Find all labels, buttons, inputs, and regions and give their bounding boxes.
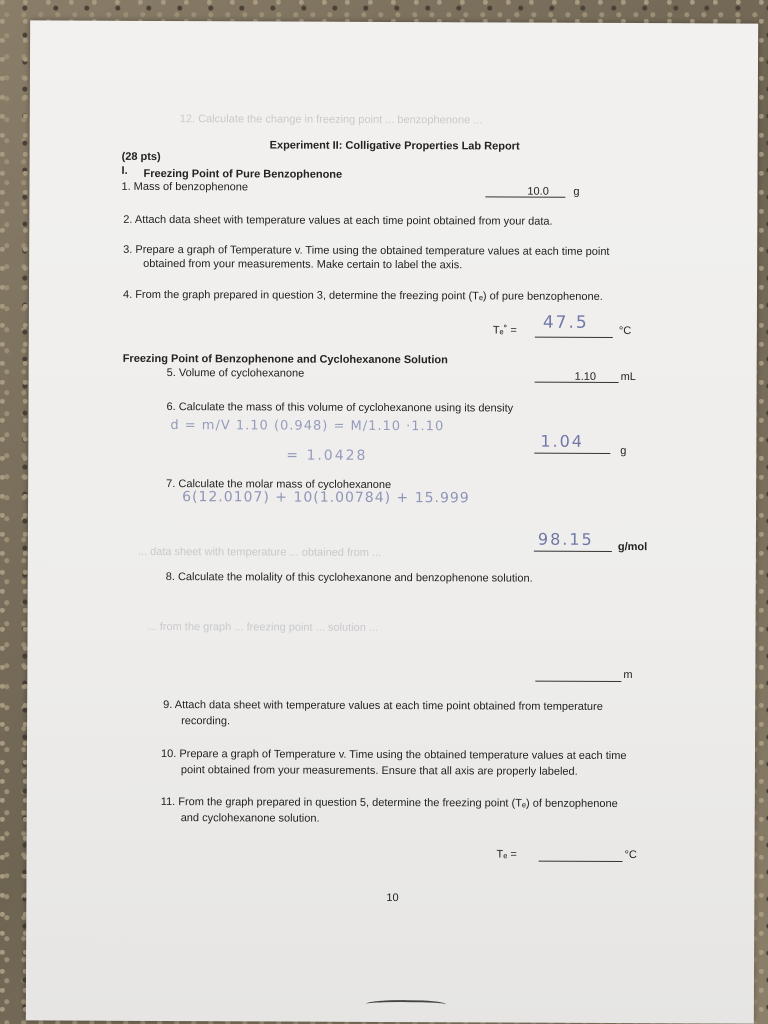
- q5-text: 5. Volume of cyclohexanone: [166, 367, 305, 380]
- q8-text: 8. Calculate the molality of this cyclohexanone and benzophenone solution.: [165, 571, 533, 585]
- bleed-through-3: ... from the graph ... freezing point ... solution ...: [147, 620, 379, 634]
- q3-line2: obtained from your measurements. Make certain to label the axis.: [143, 257, 463, 272]
- q1-answer: 10.0: [527, 185, 549, 198]
- q7-answer: 98.15: [537, 529, 594, 549]
- q7-text: 7. Calculate the molar mass of cyclohexanone: [166, 478, 392, 491]
- q7-work: 6(12.0107) + 10(1.00784) + 15.999: [182, 489, 470, 507]
- q6-answer: 1.04: [540, 431, 585, 451]
- q6-unit: g: [620, 444, 627, 458]
- q4-answer: 47.5: [542, 312, 589, 333]
- q7-answer-line: [534, 551, 612, 552]
- section1-number: I.: [121, 164, 128, 177]
- worksheet-page: [26, 20, 758, 1023]
- pen-mark: [366, 1000, 446, 1008]
- q6-answer-line: [534, 453, 610, 454]
- bleed-through-2: ... data sheet with temperature ... obtained from ...: [137, 545, 382, 559]
- q11-answer-line: [539, 861, 623, 862]
- q4-label: Tₑ˚ =: [492, 324, 517, 337]
- q8-unit: m: [623, 669, 633, 682]
- bleed-through: 12. Calculate the change in freezing point ... benzophenone ...: [179, 113, 483, 127]
- q9-line2: recording.: [181, 715, 231, 728]
- q2-text: 2. Attach data sheet with temperature values at each time point obtained from your data.: [123, 213, 553, 228]
- q6-work-line2: = 1.0428: [286, 447, 368, 464]
- q11-line2: and cyclohexanone solution.: [180, 812, 320, 825]
- section2-heading: Freezing Point of Benzophenone and Cyclohexanone Solution: [122, 352, 448, 367]
- q4-unit: °C: [618, 324, 632, 338]
- q4-text: 4. From the graph prepared in question 3, determine the freezing point (Tₑ) of pure benzophenone.: [122, 288, 603, 303]
- q5-answer: 1.10: [574, 370, 597, 383]
- q6-work-line1: d = m/V 1.10 (0.948) = M/1.10 ·1.10: [170, 418, 445, 435]
- q11-line1: 11. From the graph prepared in question 5, determine the freezing point (Tₑ) of benzophenone: [160, 795, 618, 810]
- q11-label: Tₑ =: [496, 848, 517, 861]
- q4-answer-line: [535, 337, 613, 338]
- q1-text: 1. Mass of benzophenone: [121, 180, 249, 194]
- q6-text: 6. Calculate the mass of this volume of cyclohexanone using its density: [166, 401, 514, 415]
- q10-line2: point obtained from your measurements. Ensure that all axis are properly labeled.: [180, 764, 578, 778]
- q8-answer-line: [535, 681, 621, 682]
- section1-heading: Freezing Point of Pure Benzophenone: [143, 167, 343, 181]
- q1-unit: g: [573, 185, 580, 198]
- q1-answer-line: [485, 196, 565, 197]
- q7-unit: g/mol: [617, 540, 648, 554]
- q9-line1: 9. Attach data sheet with temperature values at each time point obtained from temperature: [163, 699, 603, 713]
- q3-line1: 3. Prepare a graph of Temperature v. Time using the obtained temperature values at each time point: [123, 243, 610, 258]
- page-number: 10: [386, 891, 399, 905]
- points-label: (28 pts): [121, 150, 161, 163]
- q11-unit: °C: [624, 849, 637, 862]
- page-title: Experiment II: Colligative Properties Lab Report: [269, 139, 520, 153]
- q5-unit: mL: [620, 370, 636, 384]
- q10-line1: 10. Prepare a graph of Temperature v. Time using the obtained temperature values at each time: [160, 747, 627, 763]
